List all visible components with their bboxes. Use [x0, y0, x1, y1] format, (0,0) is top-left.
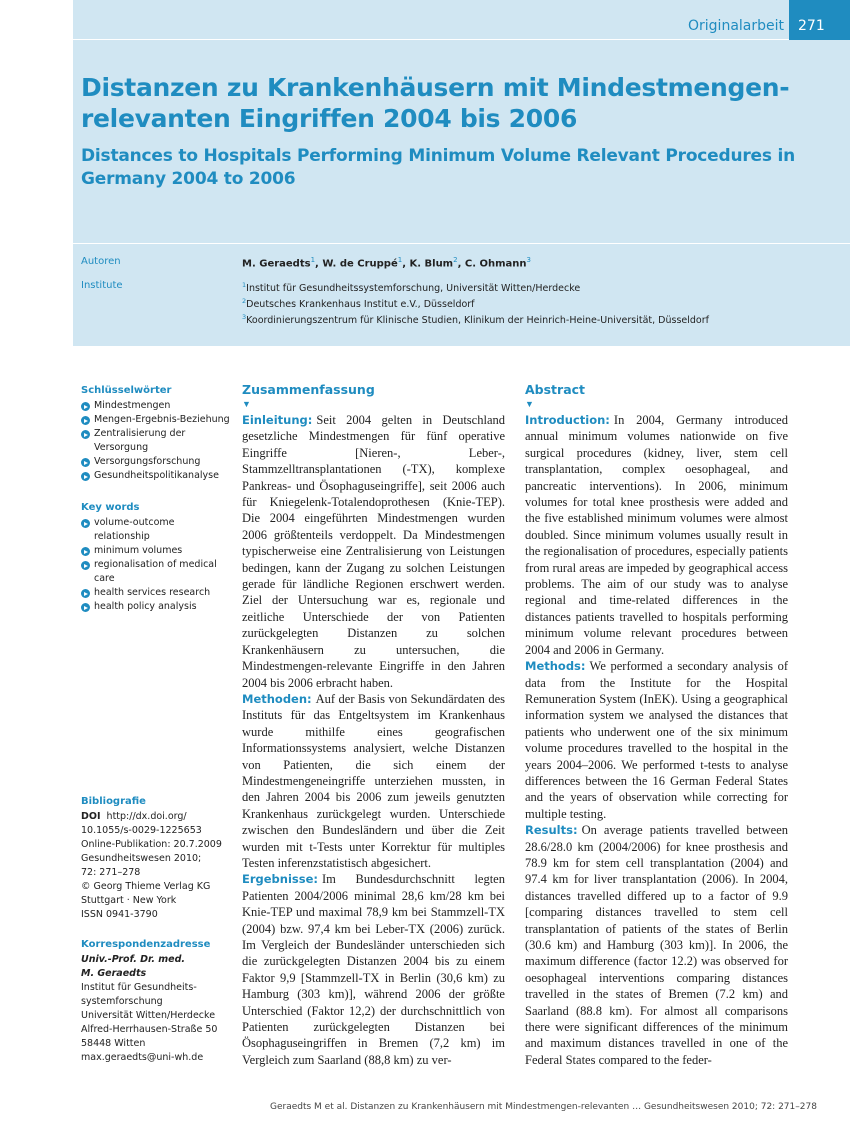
abstract-german	[242, 381, 505, 1068]
keywords-german-heading: Schlüsselwörter	[81, 385, 172, 396]
institute-line	[242, 279, 709, 295]
keyword-item	[81, 399, 231, 413]
keyword-text: Versorgungsforschung	[94, 456, 201, 467]
institute-number: 2	[242, 297, 247, 306]
bib-line: Gesundheitswesen 2010;	[81, 853, 202, 864]
authors-label: Autoren	[81, 256, 121, 267]
bib-doi	[81, 810, 231, 824]
author-affiliation: 2	[453, 256, 458, 264]
bib-line: ISSN 0941-3790	[81, 909, 158, 920]
bullet-arrow-icon	[81, 472, 90, 481]
author-name: M. Geraedts	[242, 258, 311, 270]
institute-text: Deutsches Krankenhaus Institut e.V., Düsseldorf	[246, 299, 475, 311]
keyword-text: volume-outcome relationship	[94, 517, 175, 542]
page-number: 271	[789, 0, 850, 40]
header-divider	[73, 243, 850, 244]
section-label: Methods:	[525, 659, 586, 674]
abstract-german-heading: Zusammenfassung	[242, 382, 375, 397]
correspondence-heading: Korrespondenzadresse	[81, 939, 211, 950]
keywords-english-heading: Key words	[81, 502, 140, 513]
bib-line: Stuttgart · New York	[81, 895, 177, 906]
author-affiliation: 3	[526, 256, 531, 264]
abstract-section	[525, 412, 788, 658]
abstract-section	[242, 412, 505, 691]
authors-line: M. Geraedts$^1$, W. de Cruppé$^1$, K. Blum$^2$, C. Ohmann$^3$	[242, 256, 531, 270]
address-line: Institut für Gesundheits-	[81, 982, 197, 993]
correspondence-name: M. Geraedts	[81, 968, 147, 979]
doi-label: DOI	[81, 811, 101, 822]
bullet-arrow-icon	[81, 416, 90, 425]
bullet-arrow-icon	[81, 547, 90, 556]
institute-line	[242, 295, 709, 311]
bib-line: 72: 271–278	[81, 867, 141, 878]
keyword-text: health policy analysis	[94, 601, 197, 612]
keywords-english	[81, 501, 231, 614]
keyword-item	[81, 544, 231, 558]
institute-line	[242, 311, 709, 327]
author-name: W. de Cruppé	[322, 258, 398, 270]
bibliography-heading: Bibliografie	[81, 796, 146, 807]
section-label: Results:	[525, 823, 578, 838]
abstract-english-heading: Abstract	[525, 382, 586, 397]
keyword-text: regionalisation of medical care	[94, 559, 217, 584]
bullet-arrow-icon	[81, 603, 90, 612]
section-text: In 2004, Germany introduced annual minimum volumes nationwide on five surgical procedures (kidney, liver, stem cell transplantation, complex oesophageal, and pancreatic interventions). In 2006, minimum volumes for total knee prosthesis were added and the five established minimum volumes were almost doubled. Since minimum volumes usually result in the regionalisation of procedures, especially patients from rural areas are impeded by geographical access problems. The aim of our study was to analyse regional and time-related differences in the distances patients travelled to hospitals performing minimum volume relevant procedures between 2004 and 2006 in Germany.	[525, 413, 788, 657]
section-text: We performed a secondary analysis of data from the Institute for the Hospital Remuneration System (InEK). Using a geographical information system we analysed the distances that patients who underwent one of the six minimum volume procedures travelled to the hospital in the years 2004–2006. We performed t-tests to analyse differences between the 16 German Federal States and the years of observation while correcting for multiple testing.	[525, 659, 788, 821]
section-label: Ergebnisse:	[242, 872, 319, 887]
section-text: On average patients travelled between 28.6/28.0 km (2004/2006) for knee prosthesis and 78.9 km for stem cell transplantation (2004) and 97.4 km for liver transplantation (2006). In 2004, distances travelled differed up to a factor of 9.9 [comparing distances travelled to stem cell transplantation of patients of the states of Berlin (30.6 km) and Hamburg (303 km)]. In 2006, the maximum difference (factor 12.2) was observed for oesophageal interventions comparing distances travelled in the states of Bremen (7.2 km) and Saarland (88.8 km). For almost all comparisons there were significant differences of the minimum and maximum distances travelled in one of the Federal States compared to the feder-	[525, 823, 788, 1067]
author-affiliation: 1	[310, 256, 316, 264]
keyword-text: Mengen-Ergebnis-Beziehung	[94, 414, 230, 425]
institute-number: 3	[242, 313, 247, 322]
bullet-arrow-icon	[81, 458, 90, 467]
page-footer: Geraedts M et al. Distanzen zu Krankenhäusern mit Mindestmengen-relevanten … Gesundheitswesen 2010; 72: 271–278	[270, 1102, 817, 1112]
bullet-arrow-icon	[81, 430, 90, 439]
correspondence-title: Univ.-Prof. Dr. med.	[81, 954, 185, 965]
keyword-text: Mindestmengen	[94, 400, 171, 411]
address-line: Alfred-Herrhausen-Straße 50	[81, 1024, 218, 1035]
bib-line: © Georg Thieme Verlag KG	[81, 881, 211, 892]
abstract-section	[525, 822, 788, 1068]
doi-link[interactable]: http://dx.doi.org/	[106, 811, 187, 822]
bib-line: 10.1055/s-0029-1225653	[81, 825, 202, 836]
bullet-arrow-icon	[81, 561, 90, 570]
author-name: K. Blum	[409, 258, 454, 270]
keyword-item	[81, 586, 231, 600]
abstract-section	[525, 658, 788, 822]
section-label: Einleitung:	[242, 413, 313, 427]
institutes-label: Institute	[81, 280, 123, 291]
abstract-section	[242, 871, 505, 1068]
keyword-text: health services research	[94, 587, 211, 598]
bib-line: Online-Publikation: 20.7.2009	[81, 839, 222, 850]
keywords-english-list	[81, 516, 231, 614]
section-label: Originalarbeit	[688, 18, 784, 34]
abstract-section	[242, 691, 505, 871]
keyword-item	[81, 427, 231, 455]
keywords-german-list	[81, 399, 231, 483]
bullet-arrow-icon	[81, 589, 90, 598]
address-line: systemforschung	[81, 996, 163, 1007]
author-affiliation: 1	[397, 256, 403, 264]
institute-text: Koordinierungszentrum für Klinische Studien, Klinikum der Heinrich-Heine-Universität, Düsseldorf	[246, 315, 709, 327]
section-text: Auf der Basis von Sekundärdaten des Instituts für das Entgeltsystem im Krankenhaus wurde mithilfe eines geografischen Informationssystems analysiert, welche Distanzen von Patienten, die sich einem der Mindestmengeneingriffe unterziehen mussten, in den Jahren 2004 bis 2006 zum jeweils genutzten Krankenhaus zurückgelegt wurden. Unterschiede zwischen den Bundesländern und über die Zeit wurden mit t-Tests unter Korrektur für multiples Testen inferenzstatistisch abgesichert.	[242, 691, 505, 870]
keyword-item	[81, 413, 231, 427]
triangle-down-icon: ▼	[525, 399, 534, 409]
section-text: Seit 2004 gelten in Deutschland gesetzliche Mindestmengen für fünf operative Eingriffe [Nieren-, Leber-, Stammzelltransplantationen (-TX), komplexe Pankreas- und Ösophaguseingriffe], seit 2006 auch für Kniegelenk-Totalendoprothesen (Knie-TEP). Die 2004 eingeführten Mindestmengen wurden 2006 größtenteils verdoppelt. Da Mindestmengen typischerweise eine Zentralisierung von Leistungen bedingen, kann der Zugang zu solchen Leistungen gerade für ländliche Regionen erschwert werden. Ziel der Untersuchung war es, regionale und zeitliche Unterschiede der von Patienten zurückgelegten Distanzen zu solchen Krankenhäusern zu untersuchen, die Mindestmengen-relevante Eingriffe in den Jahren 2004 bis 2006 erbracht haben.	[242, 413, 505, 690]
keyword-item	[81, 558, 231, 586]
address-line: Universität Witten/Herdecke	[81, 1010, 216, 1021]
email-link[interactable]: max.geraedts@uni-wh.de	[81, 1052, 204, 1063]
title-german: Distanzen zu Krankenhäusern mit Mindestmengen-relevanten Eingriffen 2004 bis 2006	[81, 73, 790, 133]
keyword-item	[81, 516, 231, 544]
institute-text: Institut für Gesundheitssystemforschung, Universität Witten/Herdecke	[246, 283, 581, 295]
keyword-text: minimum volumes	[94, 545, 183, 556]
keyword-text: Zentralisierung der Versorgung	[94, 428, 186, 453]
bullet-arrow-icon	[81, 519, 90, 528]
section-label: Introduction:	[525, 413, 610, 427]
bullet-arrow-icon	[81, 402, 90, 411]
author-name: C. Ohmann	[464, 258, 527, 270]
section-label: Methoden:	[242, 691, 312, 706]
keywords-german	[81, 384, 231, 483]
section-text: Im Bundesdurchschnitt legten Patienten 2004/2006 minimal 28,6 km/28 km bei Knie-TEP und maximal 78,9 km bei Stammzell-TX (2004) bzw. 97,4 km bei Leber-TX (2006) zurück. Im Vergleich der Bundesländer unterschieden sich die zurückgelegten Distanzen 2004 bis zu einem Faktor 9,9 [Stammzell-TX in Berlin (30,6 km) zu Hamburg (303 km)], während 2006 der größte Unterschied (Faktor 12,2) der durchschnittlich von Patienten zurückgelegten Distanzen bei Ösophaguseingriffen in Bremen (7,2 km) im Vergleich zum Saarland (88,8 km) zu ver-	[242, 872, 505, 1067]
institute-number: 1	[242, 281, 247, 289]
bibliography	[81, 795, 231, 922]
keyword-item	[81, 469, 231, 483]
keyword-item	[81, 600, 231, 614]
institutes-list	[242, 279, 709, 327]
address-line: 58448 Witten	[81, 1038, 146, 1049]
correspondence-address	[81, 938, 231, 1065]
keyword-item	[81, 455, 231, 469]
abstract-english	[525, 381, 788, 1068]
triangle-down-icon: ▼	[242, 399, 251, 409]
title-english: Distances to Hospitals Performing Minimum Volume Relevant Procedures in Germany 2004 to 2006	[81, 146, 796, 189]
keyword-text: Gesundheitspolitikanalyse	[94, 470, 219, 481]
